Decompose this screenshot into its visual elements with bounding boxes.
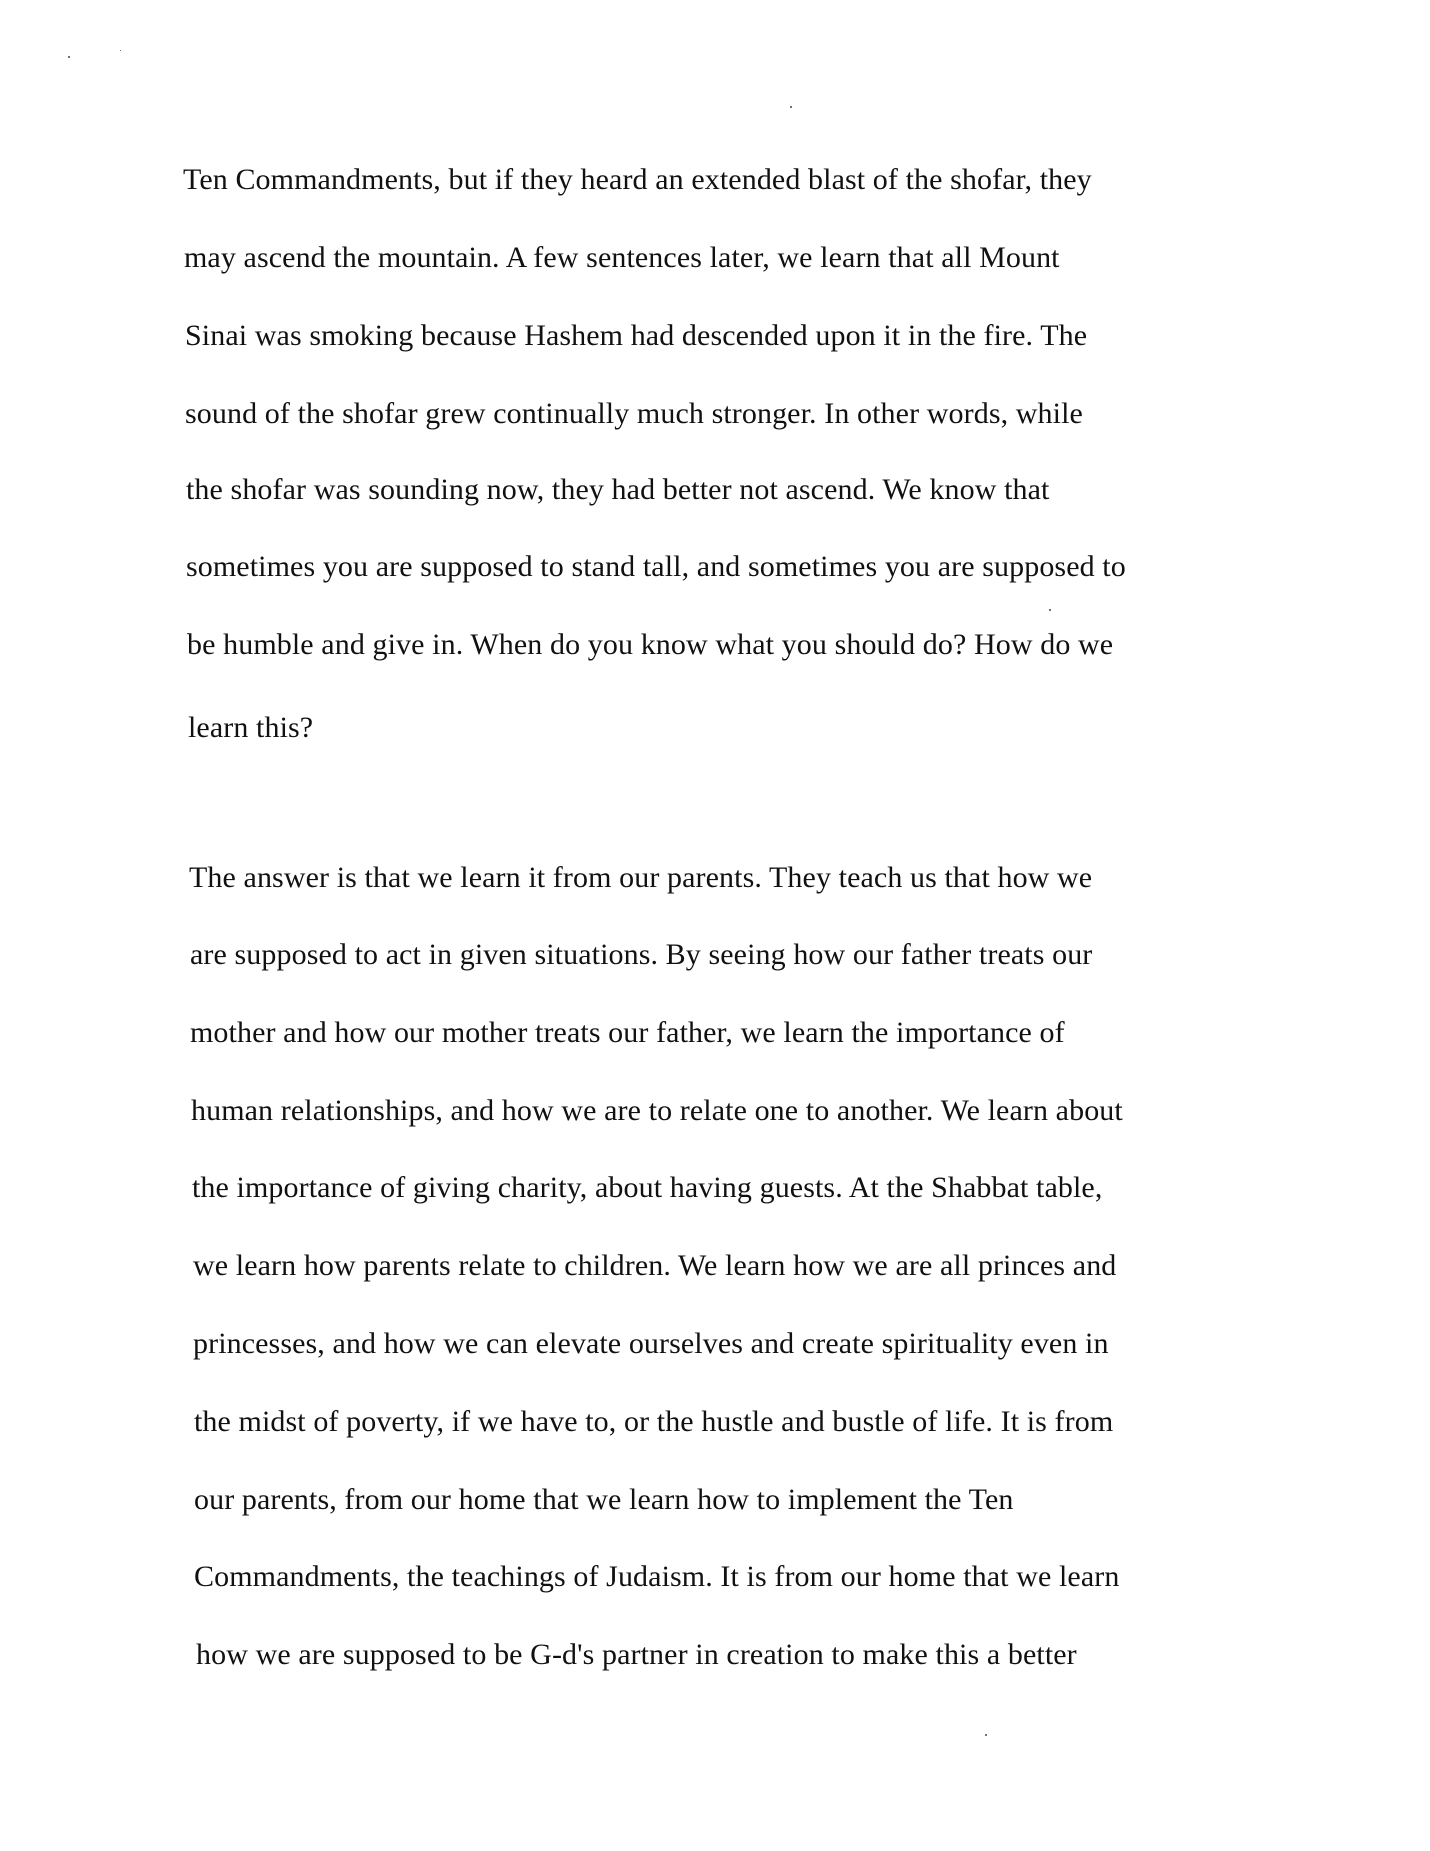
scan-speck <box>120 50 121 51</box>
text-line: the shofar was sounding now, they had better not ascend. We know that <box>186 473 1050 506</box>
text-line: princesses, and how we can elevate ourselves and create spirituality even in <box>193 1327 1109 1360</box>
scan-speck <box>1049 609 1051 611</box>
text-line: sound of the shofar grew continually much stronger. In other words, while <box>185 397 1083 430</box>
text-line: our parents, from our home that we learn how to implement the Ten <box>194 1483 1014 1516</box>
text-line: how we are supposed to be G-d's partner in creation to make this a better <box>196 1638 1077 1671</box>
text-line: are supposed to act in given situations. By seeing how our father treats our <box>190 938 1093 971</box>
text-line: mother and how our mother treats our father, we learn the importance of <box>190 1016 1065 1049</box>
text-line: the midst of poverty, if we have to, or the hustle and bustle of life. It is from <box>194 1405 1114 1438</box>
scan-speck <box>790 106 792 108</box>
scan-speck <box>68 56 70 58</box>
text-line: learn this? <box>188 711 314 744</box>
text-line: Sinai was smoking because Hashem had descended upon it in the fire. The <box>185 319 1088 352</box>
scan-speck <box>985 1734 987 1736</box>
text-line: The answer is that we learn it from our parents. They teach us that how we <box>189 861 1093 894</box>
text-line: Ten Commandments, but if they heard an extended blast of the shofar, they <box>183 163 1092 196</box>
text-line: human relationships, and how we are to relate one to another. We learn about <box>191 1094 1123 1127</box>
text-line: we learn how parents relate to children. We learn how we are all princes and <box>193 1249 1117 1282</box>
text-line: Commandments, the teachings of Judaism. It is from our home that we learn <box>194 1560 1120 1593</box>
text-line: the importance of giving charity, about having guests. At the Shabbat table, <box>192 1171 1103 1204</box>
text-line: be humble and give in. When do you know what you should do? How do we <box>187 628 1114 661</box>
text-line: may ascend the mountain. A few sentences later, we learn that all Mount <box>184 241 1060 274</box>
text-line: sometimes you are supposed to stand tall, and sometimes you are supposed to <box>186 550 1126 583</box>
